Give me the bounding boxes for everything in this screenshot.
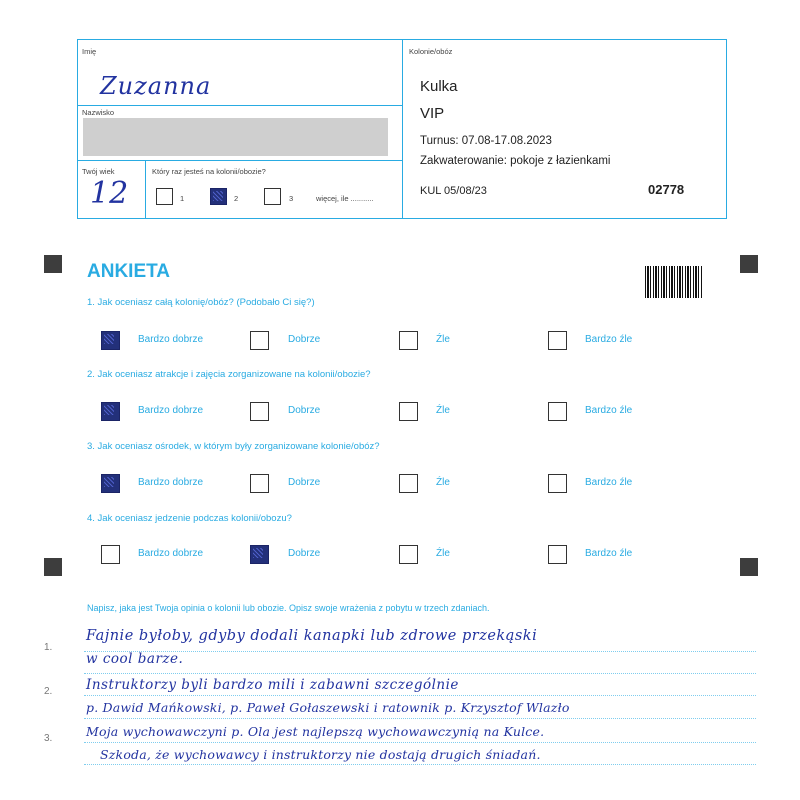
q4-option-checkbox-4[interactable]	[548, 545, 567, 564]
q3-option-checkbox-2[interactable]	[250, 474, 269, 493]
line-number-1: 1.	[44, 642, 53, 653]
times-label-2: 2	[234, 194, 239, 203]
q3-option-label-3: Źle	[436, 477, 450, 488]
q3-option-label-2: Dobrze	[288, 477, 321, 488]
alignment-marker	[740, 558, 758, 576]
q3-option-checkbox-1[interactable]	[101, 474, 120, 493]
times-checkbox-3[interactable]	[264, 188, 281, 205]
barcode	[645, 266, 703, 298]
writing-line	[84, 764, 756, 765]
q2-option-checkbox-2[interactable]	[250, 402, 269, 421]
survey-title: ANKIETA	[87, 261, 171, 282]
alignment-marker	[44, 255, 62, 273]
imie-value[interactable]: Zuzanna	[100, 72, 212, 100]
q3-option-label-1: Bardzo dobrze	[138, 477, 204, 488]
handwritten-line-5[interactable]: Moja wychowawczyni p. Ola jest najlepszą wychowawczynią na Kulce.	[86, 724, 545, 739]
q3-option-checkbox-3[interactable]	[399, 474, 418, 493]
q4-option-label-4: Bardzo źle	[585, 548, 633, 559]
kolonie-label: Kolonie/obóz	[409, 47, 453, 56]
q3-option-label-4: Bardzo źle	[585, 477, 633, 488]
q1-option-checkbox-4[interactable]	[548, 331, 567, 350]
header-line-name	[77, 105, 402, 106]
ktory-raz-label: Który raz jesteś na kolonii/obozie?	[152, 167, 266, 176]
q4-option-checkbox-2[interactable]	[250, 545, 269, 564]
line-number-3: 3.	[44, 733, 53, 744]
q4-option-label-3: Źle	[436, 548, 450, 559]
times-checkbox-1[interactable]	[156, 188, 173, 205]
q1-option-checkbox-1[interactable]	[101, 331, 120, 350]
turnus: Turnus: 07.08-17.08.2023	[420, 135, 552, 147]
wiecej-label: więcej, ile ...........	[316, 194, 374, 203]
camp-name: Kulka	[420, 78, 458, 95]
line-number-2: 2.	[44, 686, 53, 697]
wiek-label: Twój wiek	[82, 167, 115, 176]
q2-option-label-3: Źle	[436, 405, 450, 416]
q4-option-label-2: Dobrze	[288, 548, 321, 559]
question-3: 3. Jak oceniasz ośrodek, w którym były zorganizowane kolonie/obóz?	[87, 441, 380, 452]
q3-option-checkbox-4[interactable]	[548, 474, 567, 493]
q2-option-checkbox-4[interactable]	[548, 402, 567, 421]
wiek-value[interactable]: 12	[90, 176, 129, 211]
q1-option-checkbox-2[interactable]	[250, 331, 269, 350]
form-number: 02778	[648, 182, 685, 197]
times-label-3: 3	[289, 194, 294, 203]
q1-option-label-1: Bardzo dobrze	[138, 334, 204, 345]
nazwisko-label: Nazwisko	[82, 108, 115, 117]
opinion-prompt: Napisz, jaka jest Twoja opinia o kolonii lub obozie. Opisz swoje wrażenia z pobytu w trzech zdaniach.	[87, 603, 490, 613]
q1-option-checkbox-3[interactable]	[399, 331, 418, 350]
handwritten-line-6[interactable]: Szkoda, że wychowawcy i instruktorzy nie dostają drugich śniadań.	[100, 747, 541, 762]
camp-type: VIP	[420, 105, 445, 122]
handwritten-line-4[interactable]: p. Dawid Mańkowski, p. Paweł Gołaszewski i ratownik p. Krzysztof Wlazło	[86, 700, 570, 715]
writing-line	[84, 742, 756, 743]
writing-line	[84, 718, 756, 719]
writing-line	[84, 695, 756, 696]
handwritten-line-2[interactable]: w cool barze.	[86, 651, 184, 667]
q1-option-label-3: Źle	[436, 334, 450, 345]
q2-option-checkbox-3[interactable]	[399, 402, 418, 421]
question-1: 1. Jak oceniasz całą kolonię/obóz? (Podobało Ci się?)	[87, 297, 315, 308]
q4-option-checkbox-3[interactable]	[399, 545, 418, 564]
q2-option-checkbox-1[interactable]	[101, 402, 120, 421]
q4-option-checkbox-1[interactable]	[101, 545, 120, 564]
nazwisko-redacted	[83, 118, 388, 156]
imie-label: Imię	[82, 47, 97, 56]
alignment-marker	[44, 558, 62, 576]
q2-option-label-2: Dobrze	[288, 405, 321, 416]
header-divider	[402, 39, 403, 219]
q2-option-label-4: Bardzo źle	[585, 405, 633, 416]
question-2: 2. Jak oceniasz atrakcje i zajęcia zorganizowane na kolonii/obozie?	[87, 369, 371, 380]
header-line-surname	[77, 160, 402, 161]
alignment-marker	[740, 255, 758, 273]
header-age-divider	[145, 160, 146, 219]
writing-line	[84, 651, 756, 652]
q1-option-label-4: Bardzo źle	[585, 334, 633, 345]
camp-code: KUL 05/08/23	[420, 185, 487, 197]
handwritten-line-1[interactable]: Fajnie byłoby, gdyby dodali kanapki lub zdrowe przekąski	[86, 628, 538, 644]
handwritten-line-3[interactable]: Instruktorzy byli bardzo mili i zabawni szczególnie	[86, 677, 459, 693]
zakwaterowanie: Zakwaterowanie: pokoje z łazienkami	[420, 155, 611, 167]
question-4: 4. Jak oceniasz jedzenie podczas kolonii/obozu?	[87, 513, 292, 524]
q1-option-label-2: Dobrze	[288, 334, 321, 345]
times-checkbox-2[interactable]	[210, 188, 227, 205]
q2-option-label-1: Bardzo dobrze	[138, 405, 204, 416]
q4-option-label-1: Bardzo dobrze	[138, 548, 204, 559]
times-label-1: 1	[180, 194, 185, 203]
writing-line	[84, 673, 756, 674]
